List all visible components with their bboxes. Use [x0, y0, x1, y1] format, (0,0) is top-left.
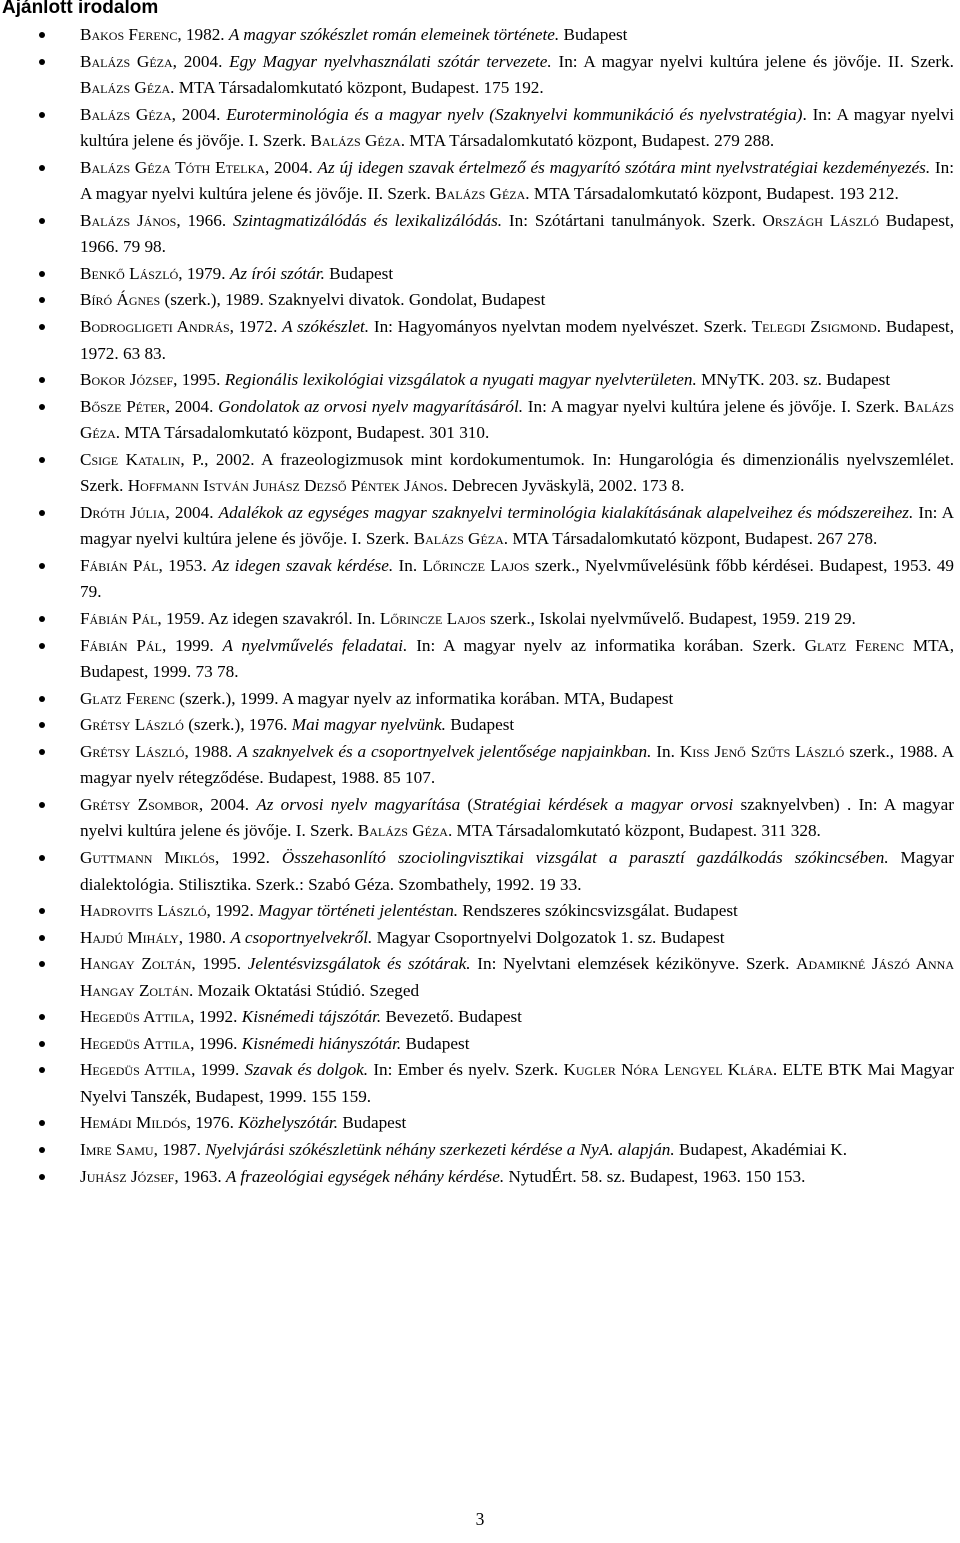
reference-item [0, 712, 960, 739]
reference-text: . Mozaik Oktatási Stúdió. Szeged [189, 980, 420, 1000]
author-name: Kiss Jenő Szűts László [679, 741, 845, 761]
reference-text: szaknyelvben) . In: A magyar nyelvi kultúra jelene és jövője. I. Szerk. [80, 794, 955, 841]
reference-text: . MTA Társadalomkutató központ, Budapest. 311 328. [447, 821, 821, 841]
reference-item [0, 686, 960, 713]
work-title: Kisnémedi tájszótár. [241, 1007, 382, 1027]
reference-text: MTA, Budapest, 1999. 73 78. [80, 635, 954, 682]
reference-text: . MTA Társadalomkutató központ, Budapest. 193 212. [525, 184, 899, 204]
reference-text: , 1992. [214, 847, 282, 867]
author-name: Hajdú Mihály [80, 927, 179, 947]
author-name: Balázs János [80, 210, 177, 230]
work-title: Gondolatok az orvosi nyelv magyarításáról. [218, 396, 524, 416]
author-name: Adamikné Jászó Anna Hangay Zoltán [80, 954, 954, 1000]
work-title: A szaknyelvek és a csoportnyelvek jelentősége napjainkban. [237, 741, 652, 761]
reference-text: In: A magyar nyelvi kultúra jelene és jövője. II. Szerk. [80, 157, 955, 204]
reference-text: In: A magyar nyelvi kultúra jelene és jövője. I. Szerk. [80, 502, 954, 549]
reference-text: In: A magyar nyelvi kultúra jelene és jövője. I. Szerk. [523, 396, 904, 416]
author-name: Lőrincze Lajos [422, 555, 530, 575]
reference-item [0, 792, 960, 845]
reference-text: Bevezető. Budapest [381, 1007, 522, 1027]
page-number: 3 [475, 1509, 485, 1529]
reference-text: In. [393, 555, 423, 575]
work-title: A magyar szókészlet román elemeinek története. [228, 25, 560, 44]
author-name: Dróth Júlia [80, 502, 166, 522]
reference-text: , 2004. [264, 157, 318, 177]
author-name: Bokor József [80, 370, 174, 390]
reference-text: Magyar dialektológia. Stilisztika. Szerk.: Szabó Géza. Szombathely, 1992. 19 33. [80, 847, 955, 894]
work-title: Az új idegen szavak értelmező és magyarító szótára mint nyelvstratégiai kezdeményezés. [317, 157, 931, 177]
author-name: Guttmann Miklós [80, 847, 215, 867]
reference-item [0, 261, 960, 288]
work-title: Stratégiai kérdések a magyar orvosi [473, 794, 734, 814]
section-heading: Ajánlott irodalom [2, 0, 159, 18]
reference-text: , 1988. [184, 741, 238, 761]
author-name: Bíró Ágnes [80, 290, 161, 310]
reference-text: ( [460, 794, 474, 814]
reference-text: , 1999. [191, 1060, 245, 1080]
reference-text: , 1987. [153, 1139, 206, 1159]
reference-item [0, 394, 960, 447]
reference-text: (szerk.), 1976. [183, 715, 292, 735]
reference-text: szerk., 1988. A magyar nyelv rétegződése. Budapest, 1988. 85 107. [80, 741, 954, 788]
reference-text: In: Nyelvtani elemzések kézikönyve. Szerk. [470, 954, 797, 974]
reference-text: . ELTE BTK Mai Magyar Nyelvi Tanszék, Budapest, 1999. 155 159. [80, 1060, 954, 1106]
reference-text: , 1995. [191, 954, 248, 974]
reference-item [0, 500, 960, 553]
author-name: Fábián Pál [80, 555, 159, 575]
author-name: Glatz Ferenc [80, 688, 175, 708]
reference-text: , 1992. [190, 1007, 242, 1027]
reference-text: In: A magyar nyelvi kultúra jelene és jövője. II. Szerk. [551, 51, 954, 71]
reference-text: , 1976. [186, 1113, 239, 1133]
author-name: Balázs Géza [357, 821, 448, 841]
reference-text: , 2004. [165, 502, 219, 522]
reference-text: In: Ember és nyelv. Szerk. [368, 1060, 564, 1080]
author-name: Imre Samu [80, 1139, 154, 1159]
work-title: Egy Magyar nyelvhasználati szótár tervezete. [229, 51, 552, 71]
reference-text: In. [651, 741, 680, 761]
work-title: Közhelyszótár. [238, 1113, 339, 1133]
reference-text: , 1979. [178, 263, 230, 283]
author-name: Csige Katalin, P. [80, 449, 205, 469]
work-title: Szintagmatizálódás és lexikalizálódás. [232, 210, 503, 230]
author-name: Országh László [762, 210, 879, 230]
work-title: A frazeológiai egységek néhány kérdése. [225, 1166, 505, 1186]
reference-item [0, 739, 960, 792]
reference-text: Budapest [324, 263, 394, 283]
author-name: Kugler Nóra Lengyel Klára [563, 1060, 773, 1080]
author-name: Balázs Géza [80, 396, 954, 443]
author-name: Bakos Ferenc [80, 25, 178, 44]
author-name: Balázs Géza [80, 104, 172, 124]
reference-text: . Budapest, 1972. 63 83. [80, 317, 954, 363]
reference-item [0, 208, 960, 261]
reference-item [0, 606, 960, 633]
author-name: Lőrincze Lajos [379, 609, 486, 629]
work-title: Szavak és dolgok. [244, 1060, 369, 1080]
reference-text: . MTA Társadalomkutató központ, Budapest. 301 310. [115, 423, 490, 443]
work-title: Az orvosi nyelv magyarítása [256, 794, 461, 814]
author-name: Bodrogligeti András [80, 317, 230, 337]
reference-item [0, 1110, 960, 1137]
reference-item [0, 49, 960, 102]
reference-text: Rendszeres szókincsvizsgálat. Budapest [458, 901, 738, 921]
author-name: Fábián Pál [80, 635, 162, 655]
reference-text: szerk., Nyelvművelésünk főbb kérdései. Budapest, 1953. 49 79. [80, 555, 955, 602]
reference-text: In: Hagyományos nyelvtan modem nyelvészet. Szerk. [369, 317, 752, 337]
author-name: Hegedüs Attila [80, 1060, 192, 1080]
author-name: Balázs Géza [80, 78, 171, 98]
reference-text: NytudÉrt. 58. sz. Budapest, 1963. 150 153. [504, 1166, 806, 1186]
work-title: Magyar történeti jelentéstan. [258, 901, 459, 921]
reference-text: Budapest [445, 715, 515, 735]
reference-text: , 1953. [158, 555, 213, 575]
author-name: Hangay Zoltán [80, 954, 192, 974]
reference-item [0, 1164, 960, 1191]
work-title: Adalékok az egységes magyar szaknyelvi terminológia kialakításának alapelveihez és módszereihez. [218, 502, 914, 522]
reference-text: Budapest [401, 1033, 470, 1053]
reference-text: Budapest [559, 25, 628, 44]
work-title: A szókészlet. [282, 317, 370, 337]
reference-text: (szerk.), 1999. A magyar nyelv az informatika korában. MTA, Budapest [174, 688, 674, 708]
reference-text: , 2004. [172, 51, 230, 71]
reference-text: In: Szótártani tanulmányok. Szerk. [502, 210, 763, 230]
work-title: Összehasonlító szociolingvisztikai vizsgálat a parasztí gazdálkodás szókincsében. [281, 847, 889, 867]
reference-item [0, 287, 960, 314]
reference-text: , 2004. [165, 396, 219, 416]
reference-item [0, 553, 960, 606]
author-name: Hemádi Mildós [80, 1113, 187, 1133]
work-title: Kisnémedi hiányszótár. [241, 1033, 402, 1053]
reference-text: , 1992. [206, 901, 259, 921]
author-name: Balázs Géza [310, 131, 401, 151]
work-title: A nyelvművelés feladatai. [222, 635, 408, 655]
work-title: Jelentésvizsgálatok és szótárak. [247, 954, 471, 974]
reference-item [0, 1031, 960, 1058]
author-name: Hegedüs Attila [80, 1007, 191, 1027]
reference-item [0, 22, 960, 49]
reference-text: . Debrecen Jyväskylä, 2002. 173 8. [443, 476, 685, 496]
reference-text: In: A magyar nyelv az informatika korában. Szerk. [407, 635, 805, 655]
reference-item [0, 951, 960, 1004]
author-name: Fábián Pál [80, 609, 158, 629]
author-name: Grétsy Zsombor [80, 794, 199, 814]
reference-text: , 1966. [176, 210, 233, 230]
author-name: Grétsy László [80, 715, 184, 735]
reference-item [0, 1004, 960, 1031]
work-title: Az írói szótár. [229, 263, 325, 283]
reference-text: , 1996. [190, 1033, 242, 1053]
reference-text: (szerk.), 1989. Szaknyelvi divatok. Gondolat, Budapest [160, 290, 546, 310]
work-title: Mai magyar nyelvünk. [291, 715, 446, 735]
author-name: Bősze Péter [80, 396, 166, 416]
reference-text: . MTA Társadalomkutató központ, Budapest. 175 192. [170, 78, 544, 98]
author-name: Balázs Géza [80, 51, 173, 71]
author-name: Hoffmann István Juhász Dezső Péntek János [127, 476, 444, 496]
reference-text: , 1963. [174, 1166, 226, 1186]
reference-text: Budapest, 1966. 79 98. [80, 210, 955, 257]
reference-item [0, 155, 960, 208]
work-title: Nyelvjárási szókészletünk néhány szerkezeti kérdése a NyA. alapján. [205, 1139, 675, 1159]
reference-text: MNyTK. 203. sz. Budapest [696, 370, 891, 390]
reference-item [0, 1057, 960, 1110]
author-name: Grétsy László [80, 741, 185, 761]
author-name: Hadrovits László [80, 901, 207, 921]
reference-item [0, 845, 960, 898]
work-title: Euroterminológia és a magyar nyelv (Szaknyelvi kommunikáció és nyelvstratégia) [226, 104, 803, 124]
author-name: Juhász József [80, 1166, 175, 1186]
work-title: Regionális lexikológiai vizsgálatok a nyugati magyar nyelvterületen. [224, 370, 697, 390]
author-name: Balázs Géza [413, 529, 504, 549]
reference-text: , 1995. [173, 370, 225, 390]
reference-item [0, 1137, 960, 1164]
author-name: Hegedüs Attila [80, 1033, 191, 1053]
work-title: Az idegen szavak kérdése. [212, 555, 394, 575]
reference-text: , 2004. [198, 794, 257, 814]
reference-text: , 1999. [161, 635, 223, 655]
reference-text: , 1959. Az idegen szavakról. In. [157, 609, 380, 629]
reference-item [0, 898, 960, 925]
reference-text: . MTA Társadalomkutató központ, Budapest. 267 278. [503, 529, 878, 549]
reference-item [0, 447, 960, 500]
reference-text: . MTA Társadalomkutató központ, Budapest. 279 288. [400, 131, 775, 151]
reference-text: , 1972. [229, 317, 283, 337]
reference-text: szerk., Iskolai nyelvművelő. Budapest, 1959. 219 29. [485, 609, 856, 629]
reference-text: . In: A magyar nyelvi kultúra jelene és jövője. I. Szerk. [80, 104, 955, 151]
reference-text: , 1982. [177, 25, 229, 44]
reference-text: Magyar Csoportnyelvi Dolgozatok 1. sz. Budapest [372, 927, 725, 947]
reference-item [0, 925, 960, 952]
author-name: Telegdi Zsigmond [751, 317, 877, 337]
reference-item [0, 314, 960, 367]
reference-text: , 1980. [178, 927, 231, 947]
author-name: Glatz Ferenc [804, 635, 905, 655]
reference-text: , 2002. A frazeologizmusok mint kordokumentumok. In: Hungarológia és dimenzionális nyelvszemlélet. Szerk. [80, 449, 954, 496]
reference-text: Budapest [338, 1113, 407, 1133]
author-name: Balázs Géza [435, 184, 526, 204]
author-name: Benkő László [80, 263, 179, 283]
author-name: Balázs Géza Tóth Etelka [80, 157, 265, 177]
reference-text: , 2004. [171, 104, 227, 124]
reference-item [0, 102, 960, 155]
work-title: A csoportnyelvekről. [230, 927, 373, 947]
reference-list [0, 22, 960, 1190]
reference-text: Budapest, Akadémiai K. [674, 1139, 848, 1159]
reference-item [0, 633, 960, 686]
reference-item [0, 367, 960, 394]
